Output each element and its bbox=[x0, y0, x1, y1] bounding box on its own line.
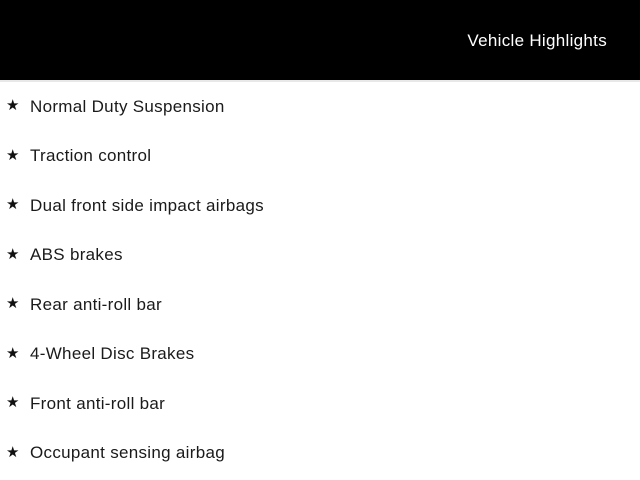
star-icon: ★ bbox=[6, 295, 20, 313]
list-item bbox=[0, 181, 640, 231]
star-icon: ★ bbox=[6, 196, 20, 214]
star-icon: ★ bbox=[6, 394, 20, 412]
highlights-list bbox=[0, 82, 640, 478]
highlight-label: Front anti-roll bar bbox=[30, 393, 166, 413]
list-item bbox=[0, 429, 640, 479]
page-title: Vehicle Highlights bbox=[467, 30, 607, 50]
star-icon: ★ bbox=[6, 443, 20, 461]
highlight-label: Traction control bbox=[30, 146, 152, 166]
star-icon: ★ bbox=[6, 146, 20, 164]
list-item bbox=[0, 82, 640, 132]
list-item bbox=[0, 280, 640, 330]
star-icon: ★ bbox=[6, 245, 20, 263]
star-icon: ★ bbox=[6, 97, 20, 115]
header-bar bbox=[0, 0, 640, 82]
highlight-label: Rear anti-roll bar bbox=[30, 294, 163, 314]
highlight-label: Normal Duty Suspension bbox=[30, 96, 225, 116]
highlight-label: ABS brakes bbox=[30, 245, 123, 265]
list-item bbox=[0, 231, 640, 281]
highlight-label: Dual front side impact airbags bbox=[30, 195, 264, 215]
highlight-label: 4-Wheel Disc Brakes bbox=[30, 344, 195, 364]
highlight-label: Occupant sensing airbag bbox=[30, 443, 225, 463]
list-item bbox=[0, 379, 640, 429]
star-icon: ★ bbox=[6, 344, 20, 362]
list-item bbox=[0, 330, 640, 380]
list-item bbox=[0, 132, 640, 182]
